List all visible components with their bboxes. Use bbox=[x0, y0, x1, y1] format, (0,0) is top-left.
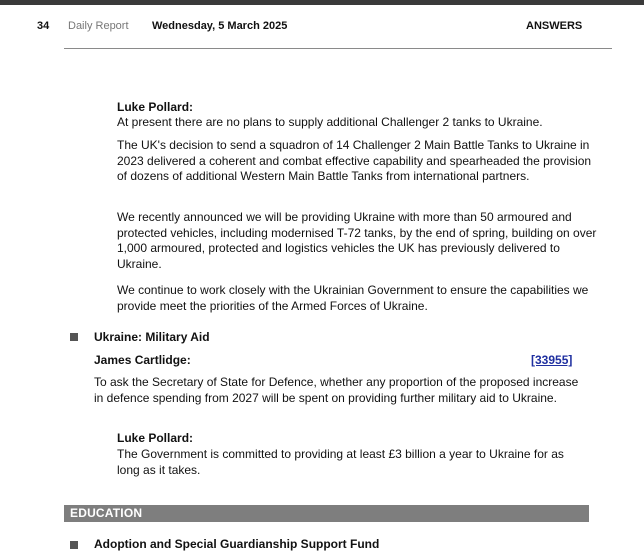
bullet-square-icon bbox=[70, 333, 78, 341]
page-number: 34 bbox=[37, 20, 50, 32]
header-rule bbox=[64, 48, 612, 49]
section-heading: EDUCATION bbox=[70, 506, 143, 520]
top-border bbox=[0, 0, 644, 5]
answer-paragraph: At present there are no plans to supply additional Challenger 2 tanks to Ukraine. bbox=[117, 115, 543, 129]
question-asker: James Cartlidge: bbox=[94, 353, 191, 367]
bullet-square-icon bbox=[70, 541, 78, 549]
question-reference-link[interactable]: [33955] bbox=[531, 353, 573, 367]
answer-paragraph: The UK's decision to send a squadron of 14 Challenger 2 Main Battle Tanks to Ukraine in 2023 delivered a coherent and combat effective capability and spearheaded the provision of dozens of additional Western Main Battle Tanks from international partners. bbox=[117, 138, 592, 183]
section-label: ANSWERS bbox=[526, 20, 583, 32]
question-title: Ukraine: Military Aid bbox=[94, 330, 210, 344]
answer-paragraph: We continue to work closely with the Ukrainian Government to ensure the capabilities we provide meet the priorities of the Armed Forces of Ukraine. bbox=[117, 283, 589, 313]
question-text: To ask the Secretary of State for Defence, whether any proportion of the proposed increase in defence spending from 2027 will be spent on providing further military aid to Ukraine. bbox=[94, 375, 579, 405]
answer-paragraph: We recently announced we will be providing Ukraine with more than 50 armoured and protected vehicles, including modernised T-72 tanks, by the end of spring, building on over 1,000 armoured, protected and logistics vehicles the UK has previously delivered to Ukraine. bbox=[117, 210, 597, 271]
section-heading-band bbox=[64, 505, 589, 522]
answer-paragraph: The Government is committed to providing at least £3 billion a year to Ukraine for as long as it takes. bbox=[117, 447, 564, 477]
publication-name: Daily Report bbox=[68, 20, 129, 32]
answer-speaker: Luke Pollard: bbox=[117, 100, 194, 114]
report-date: Wednesday, 5 March 2025 bbox=[152, 20, 288, 32]
answer-speaker: Luke Pollard: bbox=[117, 431, 194, 445]
question-title: Adoption and Special Guardianship Support Fund bbox=[94, 537, 380, 551]
